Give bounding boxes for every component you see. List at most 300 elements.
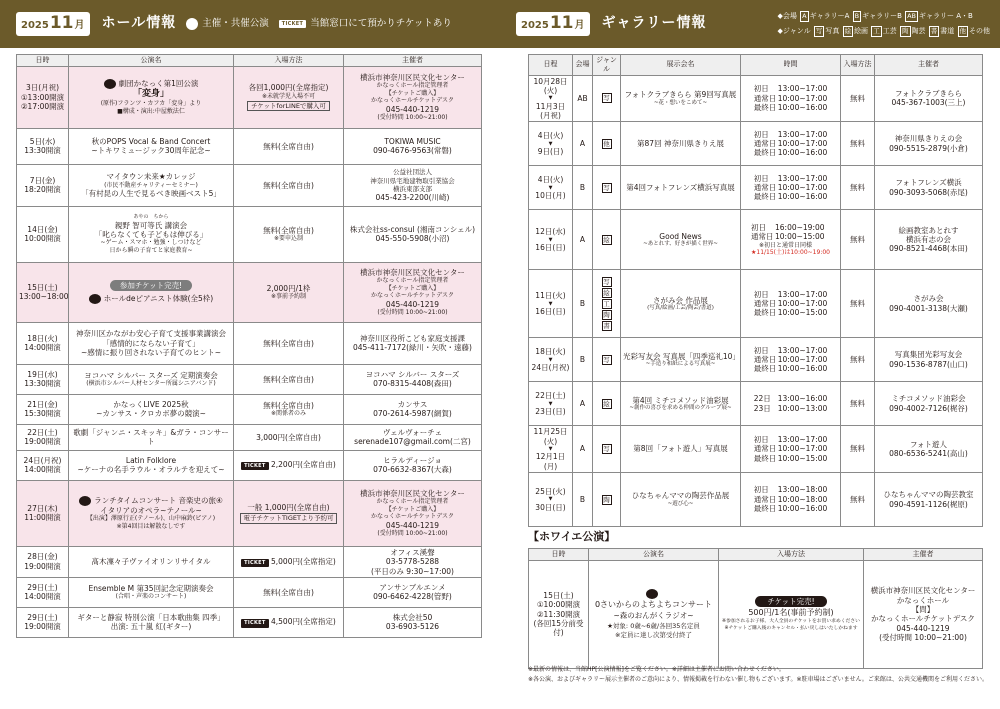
name-line: ~花・想いをこめて~ [653, 99, 708, 106]
footer-line-1: ※最新の情報は、当館HP[公演情報]をご覧ください。※詳細は主催者にお問い合わせください。 [528, 666, 785, 673]
date-line: 19:00開演 [24, 561, 61, 571]
host-note: 主催・共催公演 [186, 18, 269, 30]
name-line [71, 247, 231, 255]
organizer-line: かなっくホールチケットデスク [370, 513, 455, 521]
organizer-line: かなっくホールチケットデスク [370, 97, 455, 105]
time-value: 13:00~17:00 [777, 84, 828, 94]
organizer [875, 473, 983, 527]
time-list [751, 223, 830, 257]
exhibit-time [741, 382, 841, 426]
entry-line [236, 433, 341, 442]
name-line: ※定員に達し次第受付終了 [615, 630, 692, 639]
exhibit-time [741, 166, 841, 210]
date-line: 3日(月祝) [25, 83, 60, 93]
time-line [754, 454, 828, 463]
name-line [71, 172, 231, 181]
venue: B [573, 473, 593, 527]
organizer-line: 045-550-5908(小沼) [375, 234, 450, 244]
genre [593, 382, 621, 426]
entry-text: 2,200円(全席自由) [271, 460, 336, 470]
end-date: 12月1日(月) [535, 452, 566, 471]
organizer-line: 090-4676-9563(常磐) [373, 146, 452, 156]
table-row [17, 450, 482, 480]
entry-method: 無料 [841, 338, 875, 382]
name-text: 「叱らなくても子どもは伸びる」 [94, 229, 208, 239]
time-value: 10:00~16:00 [777, 364, 828, 374]
organizer-line: 090-4002-7126(梶谷) [889, 403, 968, 413]
entry-line [236, 557, 341, 567]
organizer-line: 神奈川区役所こども家庭支援課 [360, 333, 465, 343]
name-text: ~トキワミュージック30周年記念~ [91, 146, 211, 156]
organizer-line: 【チケットご購入】 [385, 284, 440, 292]
genre [593, 473, 621, 527]
date-line: 19日(水) [27, 369, 58, 379]
genre-stack [595, 399, 618, 409]
organizer-line: 045-440-1219 [385, 520, 440, 530]
year-label: 2025 [21, 20, 49, 32]
table-row [529, 75, 983, 122]
exhibit-name [621, 382, 741, 426]
organizer-line: 070-8315-4408(森田) [373, 379, 452, 389]
date-line: 19:00開演 [24, 437, 61, 447]
name-text: 劇団かなっく第1回公演 [118, 79, 199, 89]
entry-text: 2,000円/1枠 [266, 283, 311, 293]
legend-item: ギャラリーA [809, 12, 852, 20]
genre-stack [595, 183, 618, 193]
organizer-line: ヒラルディージョ [383, 455, 442, 465]
genre-stack [595, 235, 618, 245]
entry-text: ※関係者のみ [270, 410, 307, 418]
time-label: 初日 [753, 84, 769, 94]
genre-badge: 書 [603, 321, 610, 330]
organizer-line: さがみ会 [913, 294, 944, 304]
event-name [69, 322, 234, 364]
genre-stack [595, 444, 618, 454]
legend-item: ◆ジャンル [777, 27, 813, 35]
arrow-down-icon: ▼ [548, 140, 553, 147]
time-value: 13:00~17:00 [777, 173, 828, 183]
gallery-schedule [528, 54, 982, 527]
exhibit-dates [529, 382, 573, 426]
venue: AB [573, 75, 593, 122]
name-text: 「感情的にならない子育て」 [102, 338, 200, 348]
name-line: ~遊び心~ [667, 500, 694, 507]
genre [593, 122, 621, 166]
name-text: 日から瞬の子育てと家庭教育~ [109, 246, 193, 254]
entry-text: 無料(全席自由) [263, 374, 314, 384]
organizer-line: 045-423-2200(川崎) [375, 192, 450, 202]
organizer-line: かなっくホール指定管理者 [376, 82, 449, 90]
table-row [529, 338, 983, 382]
time-value: 10:00~16:00 [777, 192, 828, 202]
event-date [17, 577, 69, 607]
organizer [875, 382, 983, 426]
time-label: 最終日 [753, 504, 777, 514]
organizer-line: 090-5515-2879(小倉) [889, 143, 968, 153]
organizer-line: 公益社団法人 [393, 168, 432, 177]
column-header: 主催者 [344, 55, 482, 67]
event-name [69, 206, 234, 262]
time-line [751, 242, 830, 250]
event-date [17, 364, 69, 394]
column-header: 入場方法 [234, 55, 344, 67]
time-line [754, 148, 828, 157]
column-header: 日程 [529, 55, 573, 76]
time-list [754, 174, 828, 202]
legend-genre-row [778, 24, 990, 39]
event-name [69, 450, 234, 480]
exhibit-name [621, 166, 741, 210]
organizer-line: 070-2614-5987(網賀) [373, 409, 452, 419]
entry-line [236, 284, 341, 293]
time-line [754, 394, 828, 403]
exhibit-time [741, 210, 841, 270]
event-date [17, 394, 69, 424]
hall-table-header [17, 55, 482, 67]
entry-line [236, 93, 341, 101]
date-line: ①13:00開演 [20, 92, 65, 102]
table-row [17, 322, 482, 364]
legend-venue-row [778, 9, 990, 24]
time-label: 初日 [751, 222, 767, 232]
exhibit-name [621, 122, 741, 166]
column-header: 主催者 [875, 55, 983, 76]
organizer-line: 神奈川県きりえの会 [894, 134, 963, 144]
name-line [71, 108, 231, 116]
venue: B [573, 270, 593, 338]
event-date [17, 322, 69, 364]
date-line: 15日(土) [543, 590, 574, 600]
date-line: 13:00~18:00 [19, 292, 69, 302]
event-date [17, 66, 69, 128]
name-line [71, 294, 231, 304]
time-label: 通常日 [753, 183, 777, 193]
legend-item: 写真 [825, 27, 842, 35]
column-header: 時間 [741, 55, 841, 76]
table-row [529, 210, 983, 270]
time-label: 初日 [753, 129, 769, 139]
time-value: 10:00~15:00 [777, 453, 828, 463]
bird-logo-icon [89, 294, 101, 304]
organizer-line: 横浜市神奈川区民文化センター [360, 488, 465, 498]
entry-method [234, 577, 344, 607]
time-line [751, 223, 830, 232]
hall-schedule [16, 54, 481, 638]
legend-item: ギャラリーB [862, 12, 905, 20]
table-row [17, 394, 482, 424]
organizer-line: ヨコハマ シルバー スターズ [365, 369, 460, 379]
exhibit-dates [529, 122, 573, 166]
table-row [529, 560, 983, 668]
entry-line [236, 181, 341, 190]
table-row [529, 166, 983, 210]
gallery-legend [778, 9, 990, 39]
organizer-line: 【問】 [911, 604, 935, 614]
organizer-line: 03-6903-5126 [385, 622, 440, 632]
entry-method [234, 164, 344, 206]
time-label: 初日 [753, 435, 769, 445]
name-line: ★対象: 0歳~6歳/各回35名定員 [607, 621, 700, 630]
time-value: 10:00~17:00 [777, 444, 828, 454]
name-text: ※第4回目は解散なしです [116, 522, 186, 530]
date-line: 28日(金) [27, 552, 58, 562]
name-text: 「有村昆の人生で見るべき映画ベスト5」 [81, 189, 221, 198]
time-value: 13:00~17:00 [777, 289, 828, 299]
organizer [344, 128, 482, 164]
time-value: 13:00~17:00 [777, 129, 828, 139]
date-line: 27日(木) [27, 503, 58, 513]
table-row [17, 206, 482, 262]
footer-line-2: ※各公演、およびギャラリー展示主催者のご意向により、情報掲載を行わない催し物もございます。※駐車場はございません。ご来館は、公共交通機関をご利用ください。 [528, 675, 988, 683]
event-date [17, 450, 69, 480]
start-date: 11日(火) [535, 291, 566, 301]
name-text: ■構成・演出:中屋敷法仁 [117, 107, 185, 115]
entry-line [236, 235, 341, 243]
organizer-line: serenade107@gmail.com(二宮) [354, 437, 471, 447]
entry-method [234, 364, 344, 394]
time-value: 10:00~17:00 [777, 183, 828, 193]
name-text: (横浜市シルバー人材センター所属シニアバンド) [86, 380, 216, 388]
name-text: 神奈川区かながわ安心子育て支援事業講演会 [76, 329, 226, 339]
time-label: 通常日 [753, 355, 777, 365]
time-line [754, 485, 828, 494]
genre-stack [595, 139, 618, 149]
name-line: 第4回 ミチコメソッド油彩展 [632, 395, 729, 405]
entry-line [236, 142, 341, 151]
organizer-line: (平日のみ 9:30~17:00) [371, 566, 454, 576]
month-suffix: 月 [74, 20, 85, 32]
table-row [17, 66, 482, 128]
entry-text: 各回1,000円(全席指定) [248, 83, 329, 93]
name-line [71, 400, 231, 409]
name-line [71, 428, 231, 447]
genre [593, 210, 621, 270]
exhibit-time [741, 473, 841, 527]
time-value: 10:00~13:00 [777, 403, 828, 413]
start-date: 4日(火) [537, 175, 564, 185]
organizer-line: フォトフレンズ横浜 [895, 178, 962, 188]
bird-logo-icon [79, 496, 91, 506]
name-line [71, 409, 231, 418]
entry-text: 一般 1,000円(全席自由) [247, 503, 330, 512]
venue: B [573, 338, 593, 382]
event-name [69, 66, 234, 128]
start-date: 10月28日(火) [533, 76, 568, 95]
time-line [754, 130, 828, 139]
date-line: 10:00開演 [24, 234, 61, 244]
time-value: 10:00~16:00 [777, 148, 828, 158]
genre-badge: 陶 [603, 495, 610, 504]
arrow-down-icon: ▼ [548, 236, 553, 243]
ticket-purchase-note: 電子チケットTIGETより予約可 [240, 513, 338, 523]
name-line [71, 146, 231, 155]
entry-method: 無料 [841, 75, 875, 122]
organizer-line: 090-3093-5068(赤尾) [889, 187, 968, 197]
organizer-line: ひなちゃんママの陶芸教室 [883, 490, 974, 500]
name-text: ~カンサス・クロカボ夢の競演~ [96, 409, 206, 419]
table-row [529, 382, 983, 426]
exhibit-dates [529, 426, 573, 473]
event-date [17, 164, 69, 206]
name-line [71, 380, 231, 388]
entry-method: 無料 [841, 166, 875, 210]
date-line: 11:00開演 [24, 513, 61, 523]
venue: A [573, 382, 593, 426]
name-text: ~ゲーム・スマホ・勉強・しつけなど [100, 239, 202, 247]
name-text: かなっくLIVE 2025秋 [113, 399, 189, 409]
time-value: 10:00~18:00 [777, 494, 828, 504]
time-label: 最終日 [753, 364, 777, 374]
foyer-table-header [529, 549, 983, 561]
time-label: 23日 [753, 403, 771, 413]
genre-badge: 工 [603, 299, 610, 308]
entry-text: 無料(全席自由) [263, 587, 314, 597]
hall-title: ホール情報 [101, 15, 177, 32]
month-number: 11 [49, 13, 74, 34]
organizer-line: 03-5778-5288 [385, 557, 440, 567]
ticket-icon: TICKET [241, 559, 268, 567]
genre [593, 338, 621, 382]
time-line [754, 504, 828, 513]
date-line: ②11:30開演 [536, 609, 581, 619]
time-line [754, 404, 828, 413]
time-value: 13:00~17:00 [777, 435, 828, 445]
organizer-line: (受付時間 10:00~21:00) [377, 530, 448, 538]
name-line [71, 239, 231, 247]
special-hours-note: ★11/15(土)は10:00~19:00 [751, 249, 830, 257]
hall-table [16, 54, 482, 638]
name-text: 髙木凜々子ヴァイオリンリサイタル [91, 557, 211, 567]
table-row [17, 128, 482, 164]
name-text: 歌劇「ジャンニ・スキッキ」&ガラ・コンサート [73, 427, 229, 447]
organizer [875, 75, 983, 122]
genre-badge: 絵 [603, 235, 610, 244]
name-line: ~創作の喜びを求める仲間のグループ展~ [629, 405, 732, 411]
time-list [754, 130, 828, 158]
event-date [17, 262, 69, 322]
time-line [754, 94, 828, 103]
time-value: 16:00~19:00 [775, 222, 825, 232]
time-label: 通常日 [753, 299, 777, 309]
foyer-table [528, 548, 983, 669]
genre-badge: 写 [603, 183, 610, 192]
legend-item: A [802, 12, 807, 20]
foyer-schedule [528, 548, 982, 669]
legend-item: 絵画 [854, 27, 871, 35]
organizer-line: かなっくホールチケットデスク [871, 614, 975, 624]
legend-item: 陶 [902, 27, 909, 35]
time-label: 最終日 [753, 453, 777, 463]
organizer-line: 070-6632-8367(大森) [373, 465, 452, 475]
name-line [71, 100, 231, 108]
date-line: 5日(水) [29, 136, 56, 146]
exhibit-name [621, 75, 741, 122]
entry-text: 無料(全席自由) [263, 400, 314, 410]
organizer [875, 210, 983, 270]
name-text: (合唱・声楽のコンサート) [115, 593, 187, 601]
column-header: 公演名 [69, 55, 234, 67]
organizer-line: 045-440-1219 [385, 299, 440, 309]
column-header: 会場 [573, 55, 593, 76]
organizer-line: かなっくホール指定管理者 [376, 498, 449, 506]
name-text: 親野 智可等氏 講演会 [114, 220, 188, 230]
name-line: ひなちゃんママの陶芸作品展 [631, 491, 730, 501]
entry-method: 無料 [841, 210, 875, 270]
organizer-line: (受付時間 10:00~21:00) [879, 633, 967, 642]
exhibit-time [741, 75, 841, 122]
genre-stack [595, 355, 618, 365]
organizer-line: かなっくホールチケットデスク [370, 292, 455, 300]
name-line: 第4回フォトフレンズ横浜写真展 [626, 183, 735, 193]
arrow-down-icon: ▼ [548, 400, 553, 407]
entry-method: 無料 [841, 473, 875, 527]
venue: A [573, 426, 593, 473]
organizer [875, 426, 983, 473]
start-date: 12日(水) [535, 227, 566, 237]
time-list [754, 290, 828, 318]
time-label: 通常日 [753, 494, 777, 504]
start-date: 11月25日(火) [533, 427, 568, 446]
name-line [71, 230, 231, 239]
name-line [71, 515, 231, 523]
legend-item: 他 [959, 27, 966, 35]
organizer-line: 株式会社ss-consul (湘南コンシェル) [349, 224, 476, 234]
time-value: 10:00~17:00 [777, 355, 828, 365]
organizer-line: 写真集団光彩写友会 [894, 350, 963, 360]
ticket-purchase-note: チケットforLINEで購入可 [247, 101, 330, 111]
arrow-down-icon: ▼ [548, 95, 553, 102]
time-value: 13:00~17:00 [777, 345, 828, 355]
date-line: 19:00開演 [24, 622, 61, 632]
table-row [17, 364, 482, 394]
genre-badge: 絵 [603, 399, 610, 408]
name-text: あやの ちから [133, 214, 169, 221]
entry-text: 4,500円(全席指定) [271, 617, 336, 627]
name-text: ギターと静寂 特別公演「日本歌曲集 四季」 [77, 613, 225, 622]
sold-out-badge: チケット完売! [755, 596, 826, 607]
footer-notes [528, 665, 988, 684]
organizer-line: 045-440-1219 [385, 104, 440, 114]
legend-item: 工芸 [882, 27, 900, 35]
end-date: 23日(日) [535, 406, 566, 416]
entry-method: 無料 [841, 382, 875, 426]
name-line: (写真/絵画/工芸/陶芸/書道) [647, 305, 714, 311]
time-line [754, 174, 828, 183]
table-row [529, 473, 983, 527]
genre-badge: 写 [603, 445, 610, 454]
note-line: ※参加されるお子様、大人全員のチケットをお買い求めください [722, 619, 860, 625]
time-line [754, 444, 828, 453]
name-line [71, 456, 231, 465]
time-line [754, 364, 828, 373]
organizer-line: 横浜市神奈川区民文化センター [870, 586, 976, 596]
date-line: 24日(月祝) [23, 455, 62, 465]
entry-text: 無料(全席自由) [263, 338, 314, 348]
month-badge: 2025 11 月 [516, 12, 590, 35]
date-line: 7日(金) [29, 175, 56, 185]
entry-line [236, 83, 341, 92]
column-header: 入場方法 [841, 55, 875, 76]
time-value: 10:00~16:00 [777, 504, 828, 514]
date-line: ①10:00開演 [536, 600, 581, 610]
name-line [71, 339, 231, 348]
name-line [71, 79, 231, 89]
event-date [17, 128, 69, 164]
time-value: 13:00~18:00 [777, 485, 828, 495]
entry-method [234, 450, 344, 480]
time-list [754, 346, 828, 374]
arrow-down-icon: ▼ [548, 184, 553, 191]
